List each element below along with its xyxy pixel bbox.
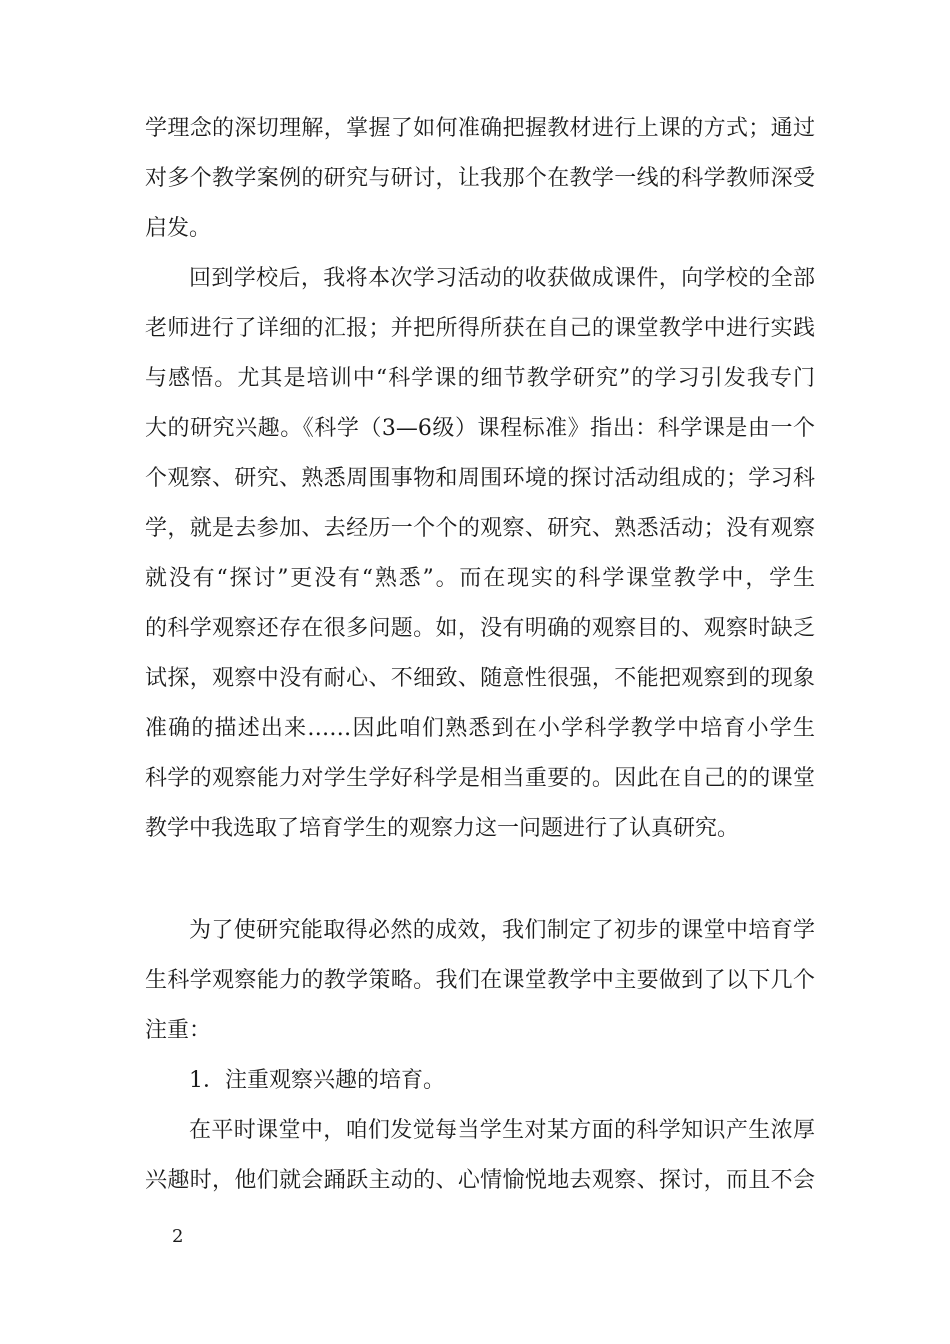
- text-line: 科学的观察能力对学生学好科学是相当重要的。因此在自己的的课堂: [145, 766, 815, 791]
- text-line: 与感悟。尤其是培训中“科学课的细节教学研究”的学习引发我专门: [145, 366, 815, 391]
- text-line: 教学中我选取了培育学生的观察力这一问题进行了认真研究。: [145, 816, 740, 841]
- text-line: 回到学校后，我将本次学习活动的收获做成课件，向学校的全部: [189, 266, 815, 291]
- text-line: 启发。: [145, 216, 212, 241]
- text-line: 就没有“探讨”更没有“熟悉”。而在现实的科学课堂教学中，学生: [145, 566, 815, 591]
- list-item-heading: 1．注重观察兴趣的培育。: [189, 1068, 445, 1093]
- text-line: 为了使研究能取得必然的成效，我们制定了初步的课堂中培育学: [189, 918, 815, 943]
- text-line: 学，就是去参加、去经历一个个的观察、研究、熟悉活动；没有观察: [145, 516, 815, 541]
- text-line: 注重：: [145, 1018, 212, 1043]
- text-line: 老师进行了详细的汇报；并把所得所获在自己的课堂教学中进行实践: [145, 316, 815, 341]
- text-line: 的科学观察还存在很多问题。如，没有明确的观察目的、观察时缺乏: [145, 616, 815, 641]
- page-number: 2: [172, 1226, 184, 1247]
- text-line: 生科学观察能力的教学策略。我们在课堂教学中主要做到了以下几个: [145, 968, 815, 993]
- text-line: 兴趣时，他们就会踊跃主动的、心情愉悦地去观察、探讨，而且不会: [145, 1168, 815, 1193]
- text-line: 试探，观察中没有耐心、不细致、随意性很强，不能把观察到的现象: [145, 666, 815, 691]
- text-line: 大的研究兴趣。《科学（3—6级）课程标准》指出：科学课是由一个: [145, 416, 815, 441]
- text-line: 个观察、研究、熟悉周围事物和周围环境的探讨活动组成的；学习科: [145, 466, 815, 491]
- text-line: 准确的描述出来……因此咱们熟悉到在小学科学教学中培育小学生: [145, 716, 815, 741]
- text-line: 学理念的深切理解，掌握了如何准确把握教材进行上课的方式；通过: [145, 116, 815, 141]
- text-line: 对多个教学案例的研究与研讨，让我那个在教学一线的科学教师深受: [145, 166, 815, 191]
- text-line: 在平时课堂中，咱们发觉每当学生对某方面的科学知识产生浓厚: [189, 1118, 815, 1143]
